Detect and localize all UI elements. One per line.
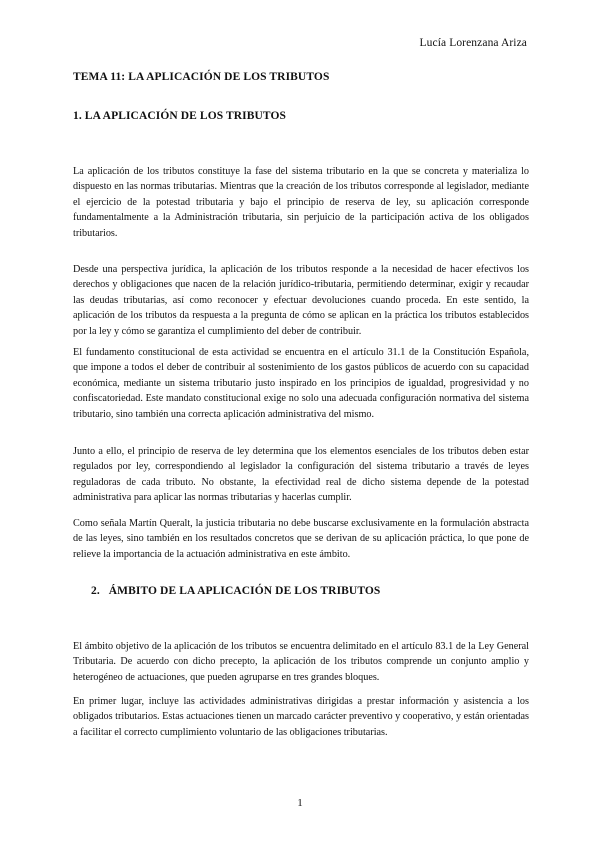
page-number: 1: [297, 797, 303, 809]
paragraph: Desde una perspectiva jurídica, la aplicación de los tributos responde a la necesidad de hacer efectivos los derechos y obligaciones que nacen de la relación jurídico-tributaria, permitiendo determinar, exigir y recaudar las deudas tributarias, así como reconocer y efectuar devoluciones cuando proceda. En este sentido, la aplicación de los tributos da respuesta a la pregunta de cómo se aplican en la práctica los tributos establecidos por la ley y cómo se garantiza el cumplimiento del deber de contribuir.: [73, 264, 529, 337]
document-title: TEMA 11: LA APLICACIÓN DE LOS TRIBUTOS: [73, 71, 330, 83]
section-heading-2: 2. ÁMBITO DE LA APLICACIÓN DE LOS TRIBUTOS: [91, 585, 381, 597]
paragraph: Junto a ello, el principio de reserva de ley determina que los elementos esenciales de los tributos deben estar regulados por ley, correspondiendo al legislador la configuración del sistema tributario a través de leyes reguladoras de cada tributo. No obstante, la efectividad real de dicho sistema depende de la potestad administrativa para aplicar las normas tributarias y hacerlas cumplir.: [73, 446, 529, 504]
paragraph: La aplicación de los tributos constituye la fase del sistema tributario en la que se concreta y materializa lo dispuesto en las normas tributarias. Mientras que la creación de los tributos corresponde al legislador, mediante el ejercicio de la potestad tributaria y bajo el principio de reserva de ley, su aplicación corresponde fundamentalmente a la Administración tributaria, sin perjuicio de la participación activa de los obligados tributarios.: [73, 166, 529, 239]
paragraph: El fundamento constitucional de esta actividad se encuentra en el artículo 31.1 de la Constitución Española, que impone a todos el deber de contribuir al sostenimiento de los gastos públicos de acuerdo con su capacidad económica, mediante un sistema tributario justo inspirado en los principios de igualdad, progresividad y no confiscatoriedad. Este mandato constitucional exige no solo una adecuada configuración normativa del sistema tributario, sino también una correcta aplicación administrativa del mismo.: [73, 347, 529, 420]
paragraph: Como señala Martín Queralt, la justicia tributaria no debe buscarse exclusivamente en la formulación abstracta de las leyes, sino también en los resultados concretos que se derivan de su aplicación práctica, lo que pone de relieve la importancia de la actuación administrativa en este ámbito.: [73, 518, 529, 560]
header-author: Lucía Lorenzana Ariza: [419, 37, 527, 49]
paragraph: En primer lugar, incluye las actividades administrativas dirigidas a prestar información y asistencia a los obligados tributarios. Estas actuaciones tienen un marcado carácter preventivo y cooperativo, y están orientadas a facilitar el correcto cumplimiento voluntario de las obligaciones tributarias.: [73, 696, 529, 738]
section-heading-1: 1. LA APLICACIÓN DE LOS TRIBUTOS: [73, 110, 287, 122]
paragraph: El ámbito objetivo de la aplicación de los tributos se encuentra delimitado en el artículo 83.1 de la Ley General Tributaria. De acuerdo con dicho precepto, la aplicación de los tributos comprende un conjunto amplio y heterogéneo de actuaciones, que pueden agruparse en tres grandes bloques.: [73, 641, 529, 683]
